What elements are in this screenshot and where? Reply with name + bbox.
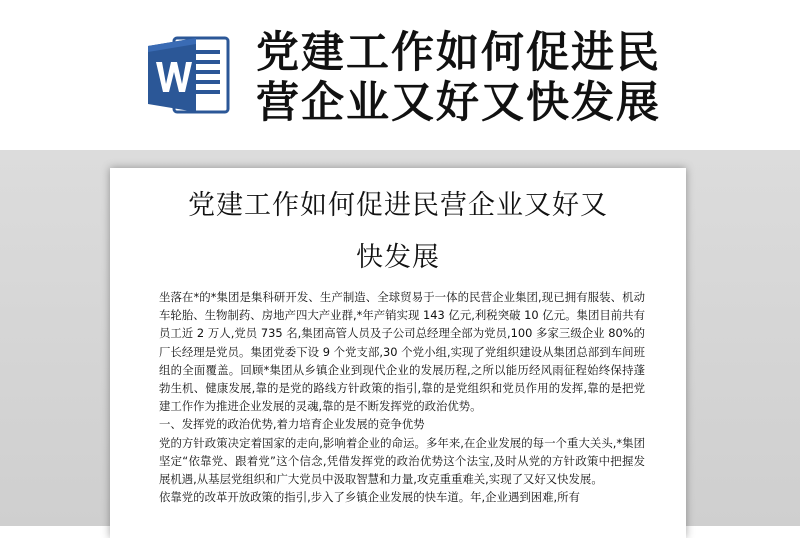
document-title-line1: 党建工作如何促进民营企业又好又 (188, 190, 608, 221)
document-title (150, 180, 646, 284)
paragraph-reform: 依靠党的改革开放政策的指引,步入了乡镇企业发展的快车道。年,企业遇到困难,所有 (159, 490, 580, 505)
banner-title (256, 28, 716, 128)
document-page (110, 168, 686, 538)
paragraph-policy: 党的方针政策决定着国家的走向,影响着企业的命运。多年来,在企业发展的每一个重大关头,*集团坚定“依靠党、跟着党”这个信念,凭借发挥党的政治优势这个法宝,及时从党的方针政策中把握发展机遇,从基层党组织和广大党员中汲取智慧和力量,攻克重重难关,实现了又好又快发展。 (159, 435, 645, 487)
banner-title-line2: 营企业又好又快发展 (256, 78, 661, 128)
document-body (159, 288, 645, 506)
word-document-icon (146, 34, 232, 116)
banner-title-line1: 党建工作如何促进民 (256, 28, 661, 78)
banner (0, 0, 800, 150)
document-title-line2: 快发展 (356, 242, 440, 273)
section-heading: 一、发挥党的政治优势,着力培育企业发展的竞争优势 (159, 417, 425, 432)
paragraph-intro: 坐落在*的*集团是集科研开发、生产制造、全球贸易于一体的民营企业集团,现已拥有服装、机动车轮胎、生物制药、房地产四大产业群,*年产销实现 143 亿元,利税突破 10 亿元。集团目前共有员工近 2 万人,党员 735 名,集团高管人员及子公司总经理全部为党员,100 多家三级企业 80%的厂长经理是党员。集团党委下设 9 个党支部,30 个党小组,实现了党组织建设从集团总部到车间班组的全面覆盖。回顾*集团从乡镇企业到现代企业的发展历程,之所以能历经风雨征程始终保持蓬勃生机、健康发展,靠的是党的路线方针政策的指引,靠的是党组织和党员作用的发挥,靠的是把党建工作作为推进企业发展的灵魂,靠的是不断发挥党的政治优势。 (159, 290, 645, 414)
